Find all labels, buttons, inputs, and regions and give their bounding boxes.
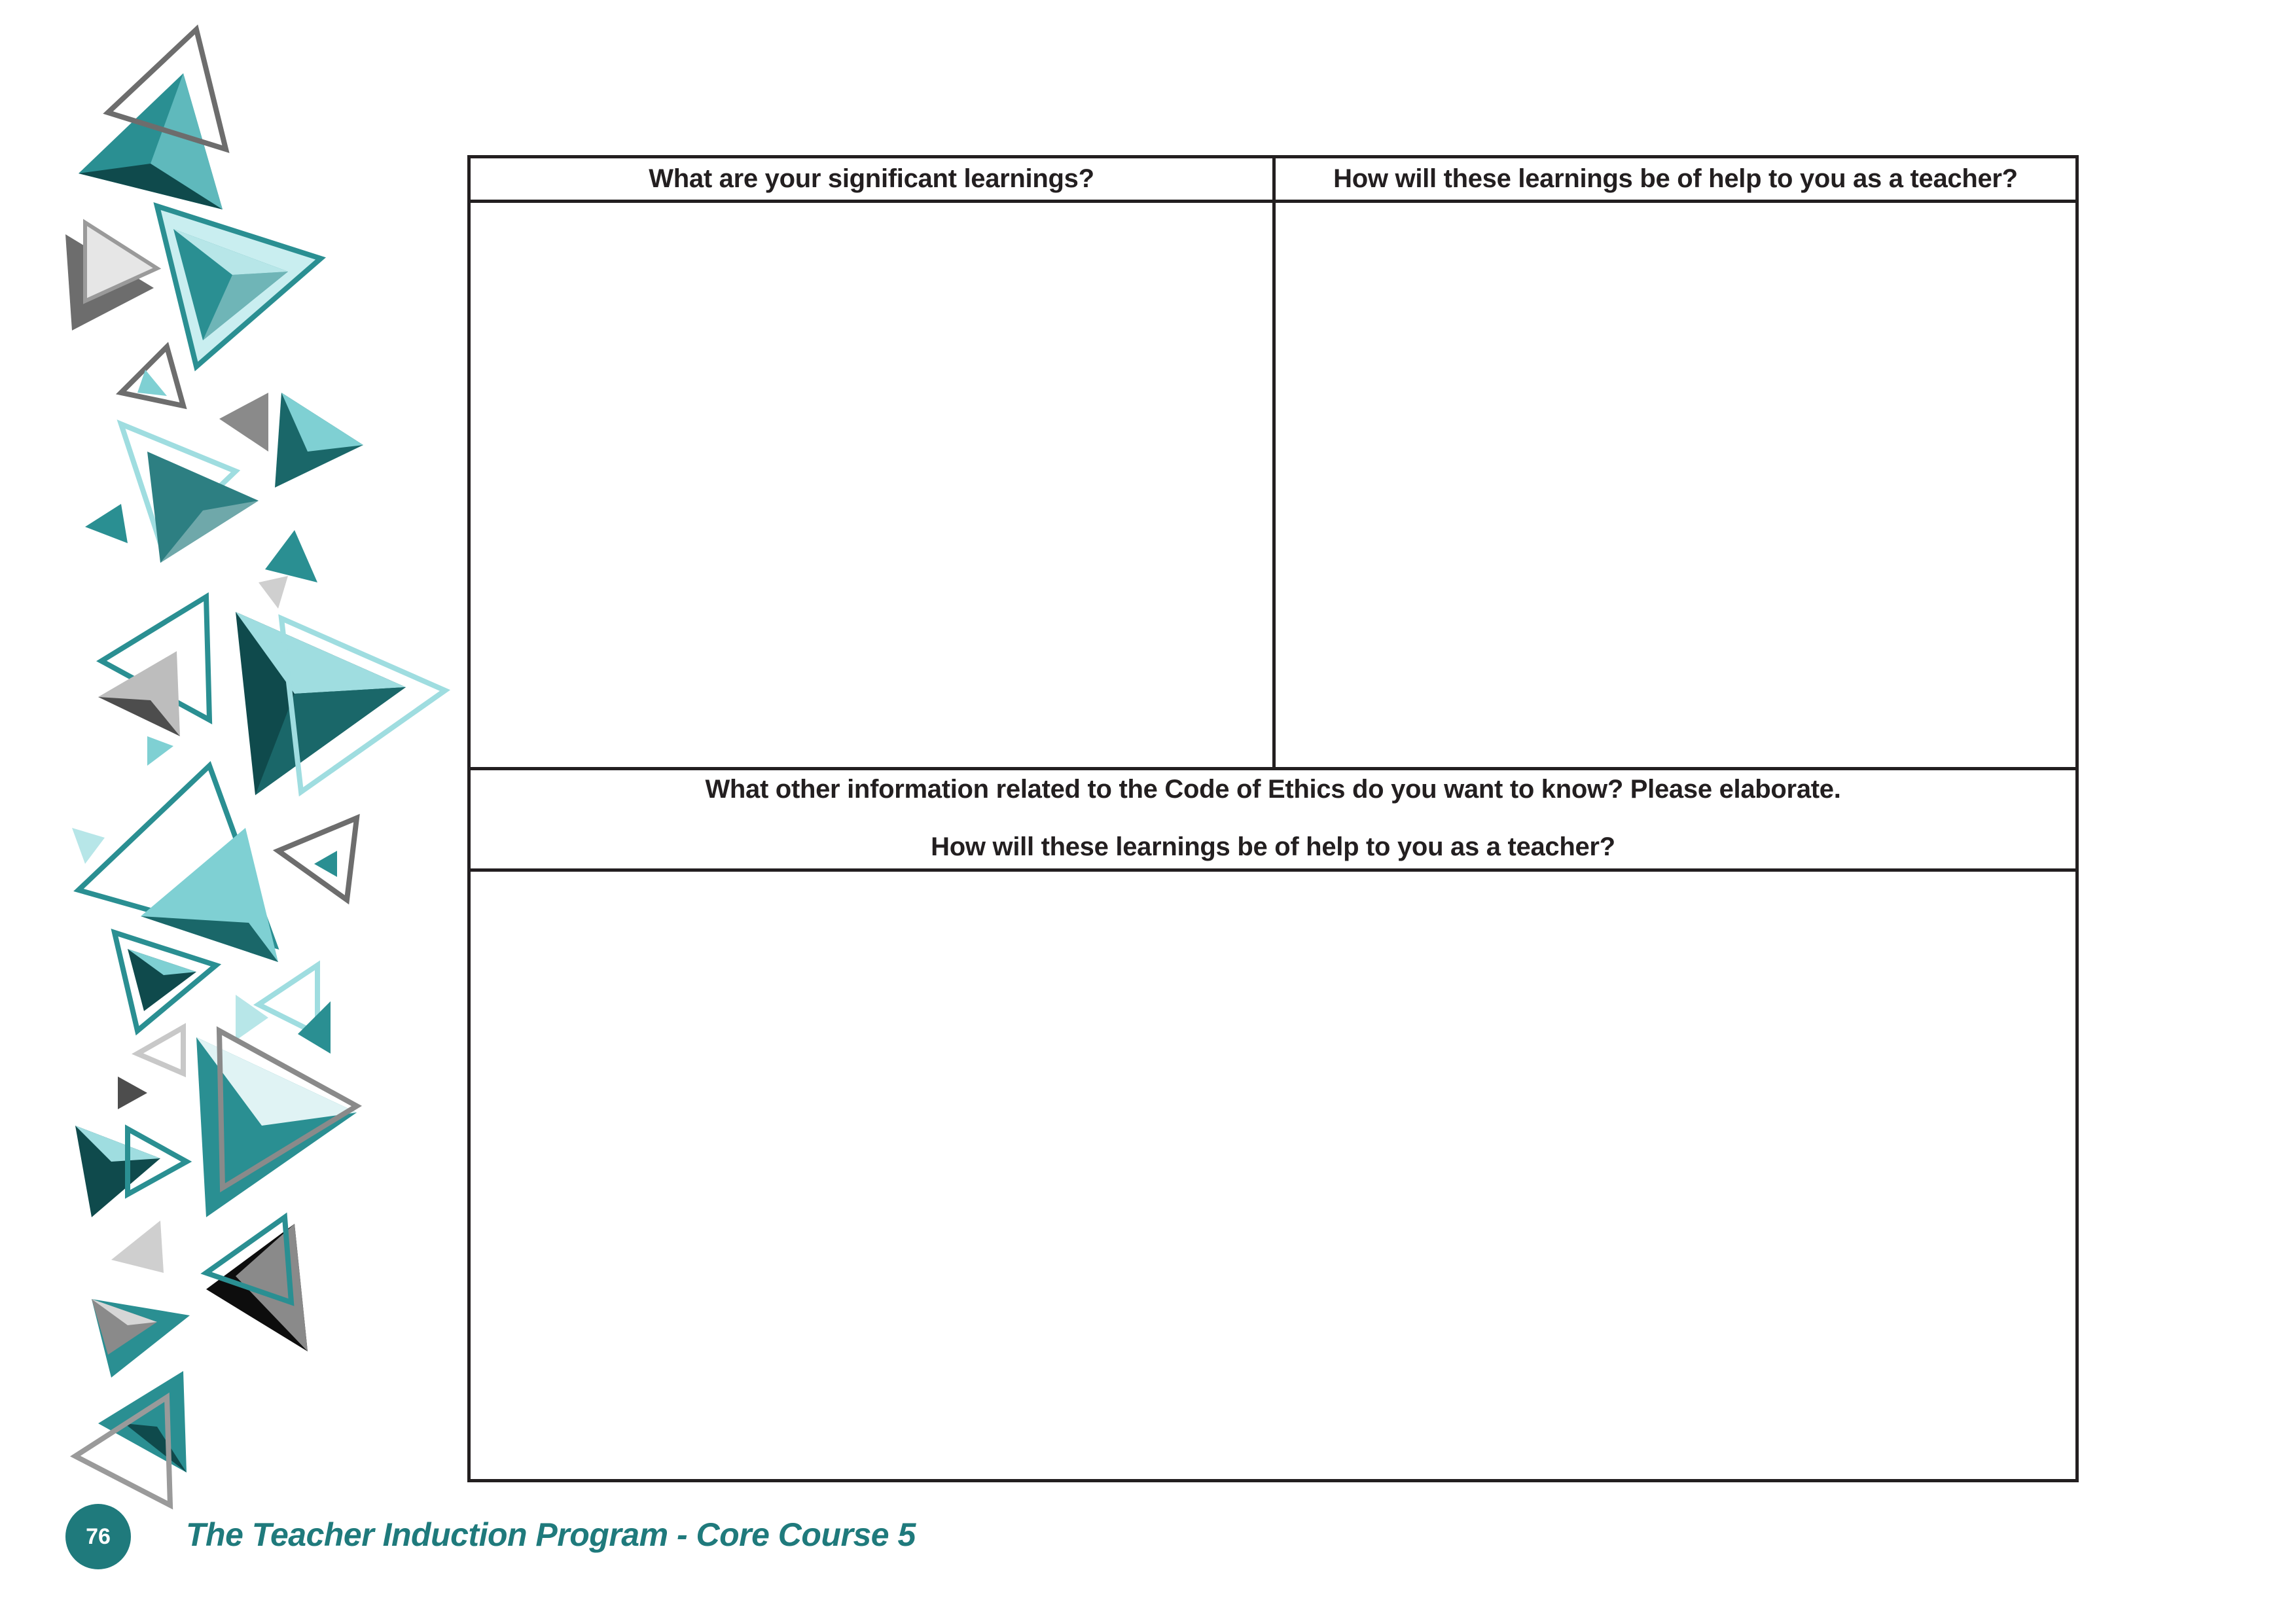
page-number-badge: 76 xyxy=(65,1504,131,1569)
answer-box-code-of-ethics[interactable] xyxy=(471,872,2075,1479)
reflection-worksheet-table xyxy=(467,155,2079,1482)
triangle-shape xyxy=(314,851,337,877)
answer-box-significant-learnings[interactable] xyxy=(471,203,1272,767)
triangle-shape xyxy=(259,576,288,609)
triangle-shape xyxy=(121,347,183,406)
triangle-shape xyxy=(265,530,317,582)
triangle-shape xyxy=(278,818,357,900)
triangle-shape xyxy=(118,1077,147,1109)
question-help-as-teacher-2: How will these learnings be of help to you as a teacher? xyxy=(931,832,1615,861)
triangle-pattern-decoration xyxy=(0,0,471,1558)
triangle-shape xyxy=(111,1221,164,1273)
triangle-shape xyxy=(219,393,268,452)
triangle-shape xyxy=(72,828,105,864)
footer-course-title: The Teacher Induction Program - Core Course 5 xyxy=(186,1516,916,1553)
answer-box-help-as-teacher[interactable] xyxy=(1276,203,2075,767)
triangle-shape xyxy=(85,504,128,543)
question-help-as-teacher: How will these learnings be of help to you as a teacher? xyxy=(1333,164,2018,193)
triangle-shape xyxy=(147,736,173,766)
question-code-of-ethics: What other information related to the Code of Ethics do you want to know? Please elaborate. xyxy=(705,775,1841,804)
triangle-shape xyxy=(137,1027,183,1073)
question-significant-learnings: What are your significant learnings? xyxy=(649,164,1094,193)
